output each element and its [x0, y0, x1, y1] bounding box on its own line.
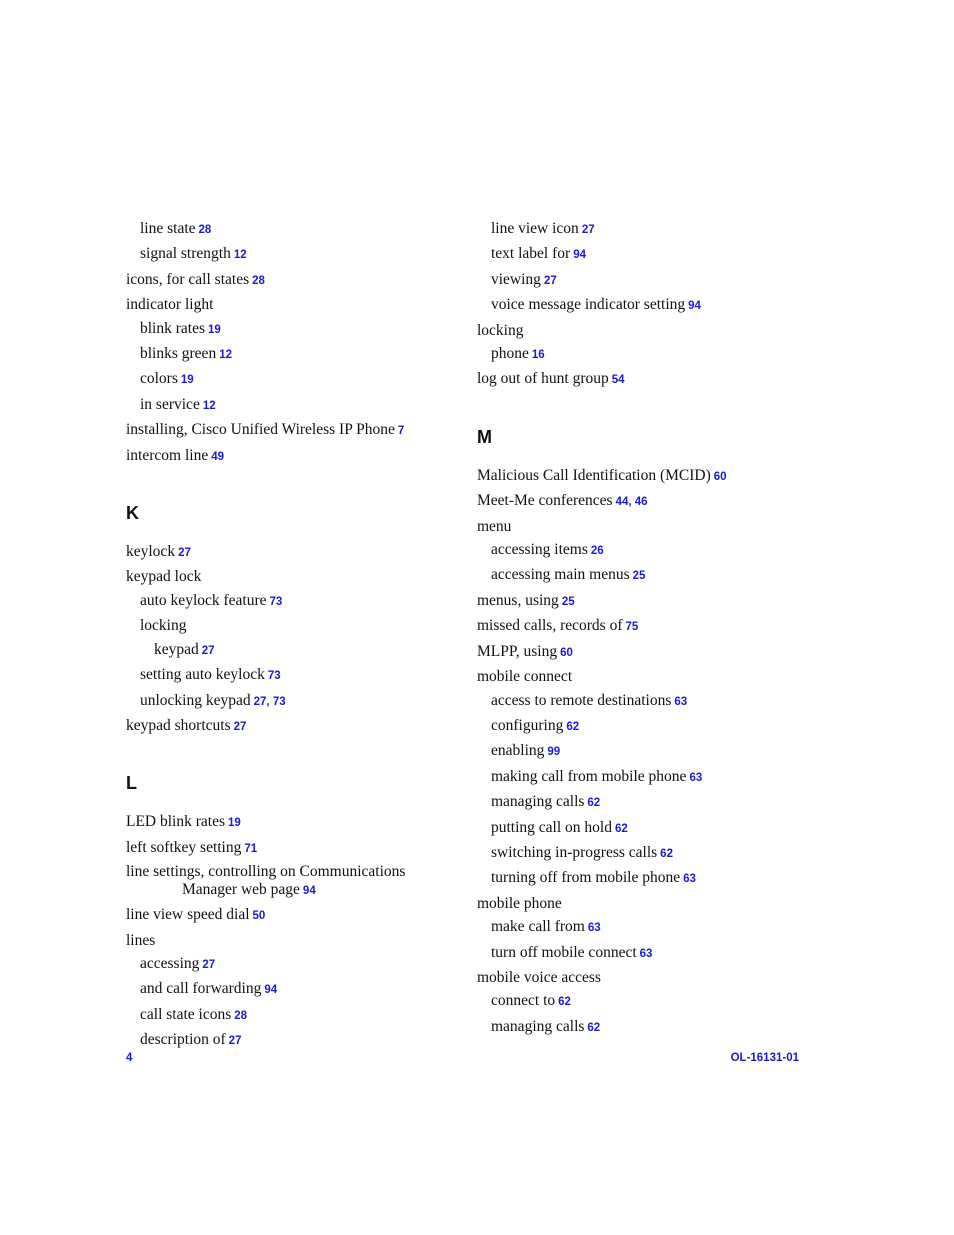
- page-reference-link[interactable]: 27: [581, 224, 595, 236]
- index-entry: [126, 663, 456, 688]
- index-entry: [477, 966, 807, 989]
- page-reference-link[interactable]: 73: [269, 595, 283, 608]
- index-entry: [126, 293, 456, 316]
- index-entry: [126, 810, 456, 835]
- index-entry: [126, 444, 456, 469]
- index-entry-term: menu: [477, 517, 512, 535]
- index-entry: [477, 765, 807, 790]
- index-entry: [477, 915, 807, 940]
- index-entry: [126, 540, 456, 565]
- index-entry: [477, 538, 807, 563]
- index-entry-term: keypad lock: [126, 568, 202, 586]
- page-reference-link[interactable]: 12: [219, 349, 232, 362]
- page-reference-link[interactable]: 25: [561, 595, 575, 608]
- index-entry-term: configuring: [491, 716, 564, 734]
- page-reference-link[interactable]: 62: [566, 720, 580, 733]
- index-entry: [126, 217, 456, 242]
- page-reference-link[interactable]: 62: [558, 996, 571, 1009]
- index-entry: [477, 790, 807, 815]
- index-entry-term: putting call on hold: [491, 818, 612, 836]
- page-reference-link[interactable]: 27: [228, 1035, 242, 1048]
- page-reference-link[interactable]: 44, 46: [615, 496, 648, 509]
- index-entry-term: call state icons: [140, 1005, 232, 1023]
- index-entry: [126, 589, 456, 614]
- index-entry-term: left softkey setting: [126, 838, 242, 856]
- index-entry-term: description of: [140, 1031, 226, 1049]
- page-reference-link[interactable]: 19: [208, 323, 221, 336]
- index-entry: [126, 903, 456, 928]
- index-entry: [126, 418, 456, 443]
- page-reference-link[interactable]: 94: [264, 984, 278, 997]
- index-entry: [477, 464, 807, 489]
- index-entry: [477, 563, 807, 588]
- index-entry-term: MLPP, using: [477, 642, 558, 660]
- index-entry-term: switching in-progress calls: [491, 843, 658, 861]
- index-entry-term: auto keylock feature: [140, 591, 267, 609]
- index-entry-term: keylock: [126, 543, 176, 561]
- index-entry: [477, 319, 807, 342]
- page-reference-link[interactable]: 27: [178, 547, 191, 560]
- index-entry-term: accessing items: [491, 541, 588, 559]
- index-entry-term: text label for: [491, 245, 571, 263]
- index-entry-term: log out of hunt group: [477, 370, 609, 388]
- index-entry-term: make call from: [491, 918, 585, 936]
- page-reference-link[interactable]: 28: [234, 1009, 248, 1022]
- index-entry-term: locking: [477, 321, 524, 339]
- index-column-right: [477, 217, 807, 1040]
- index-entry-term: icons, for call states: [126, 270, 250, 288]
- index-entry-term: and call forwarding: [140, 980, 262, 998]
- page-reference-link[interactable]: 26: [590, 545, 604, 558]
- index-entry-term: mobile phone: [477, 894, 562, 912]
- index-entry-term: intercom line: [126, 446, 209, 464]
- index-entry: [126, 689, 456, 714]
- index-entry-term: unlocking keypad: [140, 691, 251, 709]
- page-reference-link[interactable]: 63: [639, 947, 653, 960]
- index-entry: [477, 1015, 807, 1040]
- index-entry: [126, 614, 456, 637]
- page-reference-link[interactable]: 71: [244, 842, 258, 855]
- page-number: 4: [126, 1052, 133, 1064]
- index-entry-term: in service: [140, 395, 200, 413]
- index-entry: [477, 841, 807, 866]
- index-entry-term: voice message indicator setting: [491, 296, 686, 314]
- index-entry: [477, 367, 807, 392]
- index-entry: [126, 1003, 456, 1028]
- page-reference-link[interactable]: 62: [587, 1021, 601, 1034]
- page-reference-link[interactable]: 28: [198, 224, 212, 236]
- index-entry-term: Malicious Call Identification (MCID): [477, 466, 711, 484]
- index-entry: [126, 836, 456, 861]
- page-reference-link[interactable]: 27: [202, 958, 216, 971]
- index-entry: [477, 342, 807, 367]
- page-reference-link[interactable]: 19: [228, 817, 241, 830]
- index-entry-term: lines: [126, 931, 156, 949]
- page-reference-link[interactable]: 99: [547, 746, 561, 759]
- page-reference-link[interactable]: 73: [267, 670, 281, 683]
- page-reference-link[interactable]: 62: [614, 822, 628, 835]
- index-letter-heading: K: [126, 503, 139, 524]
- index-entry-term: access to remote destinations: [491, 691, 672, 709]
- page-reference-link[interactable]: 63: [674, 695, 688, 708]
- index-entry: [477, 714, 807, 739]
- index-entry: [126, 861, 456, 903]
- page-reference-link[interactable]: 75: [625, 621, 639, 634]
- index-entry: [477, 217, 807, 242]
- page-reference-link[interactable]: 19: [180, 374, 194, 387]
- index-entry: [126, 952, 456, 977]
- index-entry: [477, 866, 807, 891]
- page-reference-link[interactable]: 94: [688, 300, 701, 313]
- index-entry-term: indicator light: [126, 296, 214, 314]
- index-entry-term: signal strength: [140, 245, 231, 263]
- index-entry-term: turning off from mobile phone: [491, 869, 681, 887]
- page-reference-link[interactable]: 7: [397, 425, 405, 438]
- index-entry-term: managing calls: [491, 1017, 585, 1035]
- index-entry-term: accessing main menus: [491, 566, 630, 584]
- index-entry: [477, 892, 807, 915]
- index-entry-term: line view icon: [491, 220, 579, 237]
- index-entry-term: making call from mobile phone: [491, 767, 687, 785]
- page-reference-link[interactable]: 27: [543, 274, 557, 287]
- index-entry-term: mobile connect: [477, 668, 573, 686]
- page-reference-link[interactable]: 60: [560, 646, 573, 659]
- page-reference-link[interactable]: 27, 73: [253, 695, 286, 708]
- index-entry-term: mobile voice access: [477, 968, 601, 986]
- index-entry: [477, 739, 807, 764]
- page-reference-link[interactable]: 63: [587, 922, 601, 935]
- index-letter-heading: M: [477, 426, 492, 447]
- index-entry: [477, 689, 807, 714]
- index-entry: [477, 816, 807, 841]
- index-column-left: [126, 217, 456, 1054]
- index-entry: [477, 941, 807, 966]
- page-reference-link[interactable]: 27: [201, 644, 215, 657]
- index-entry-term: colors: [140, 370, 178, 388]
- page-reference-link[interactable]: 28: [252, 274, 265, 287]
- page-reference-link[interactable]: 27: [233, 720, 247, 733]
- page-reference-link[interactable]: 94: [573, 249, 586, 262]
- index-entry-continuation: [126, 881, 456, 900]
- index-letter-heading: L: [126, 773, 137, 794]
- index-entry: [126, 929, 456, 952]
- index-entry: [126, 565, 456, 588]
- index-entry-term: setting auto keylock: [140, 666, 265, 684]
- index-entry-term: connect to: [491, 992, 556, 1010]
- page-reference-link[interactable]: 49: [211, 450, 225, 463]
- index-entry: [126, 268, 456, 293]
- index-entry: [477, 489, 807, 514]
- index-entry: [477, 614, 807, 639]
- index-entry: [126, 977, 456, 1002]
- index-entry: [477, 589, 807, 614]
- index-entry: [126, 638, 456, 663]
- index-entry-term: missed calls, records of: [477, 617, 623, 635]
- index-entry-term: LED blink rates: [126, 813, 226, 831]
- index-entry: [477, 242, 807, 267]
- page-reference-link[interactable]: 12: [202, 399, 216, 412]
- page-reference-link[interactable]: 60: [713, 470, 727, 483]
- document-id: OL-16131-01: [730, 1052, 799, 1064]
- index-entry: [126, 317, 456, 342]
- index-entry: [477, 989, 807, 1014]
- index-entry-term: menus, using: [477, 591, 559, 609]
- index-entry-term: line settings, controlling on Communications: [126, 863, 406, 881]
- index-entry: [477, 640, 807, 665]
- page-reference-link[interactable]: 12: [233, 249, 247, 262]
- index-entry-term: turn off mobile connect: [491, 943, 637, 961]
- index-entry-term: line state: [140, 220, 196, 237]
- index-entry-term: managing calls: [491, 793, 585, 811]
- index-entry-term: keypad: [154, 640, 199, 658]
- index-entry: [126, 367, 456, 392]
- page-reference-link[interactable]: 62: [660, 847, 673, 860]
- page-reference-link[interactable]: 94: [302, 885, 316, 898]
- index-entry-term: locking: [140, 617, 187, 635]
- index-entry-term: enabling: [491, 742, 545, 760]
- index-entry-continuation-text: Manager web page: [182, 881, 300, 899]
- page-reference-link[interactable]: 25: [632, 570, 646, 583]
- page-reference-link[interactable]: 63: [683, 873, 696, 886]
- index-entry: [126, 714, 456, 739]
- page-reference-link[interactable]: 62: [587, 797, 601, 810]
- index-entry-term: blinks green: [140, 345, 217, 363]
- page-reference-link[interactable]: 16: [531, 349, 545, 362]
- index-entry-term: line view speed dial: [126, 906, 250, 924]
- index-entry: [126, 242, 456, 267]
- index-entry: [477, 665, 807, 688]
- page-reference-link[interactable]: 50: [252, 910, 266, 923]
- index-entry: [477, 293, 807, 318]
- index-entry: [126, 342, 456, 367]
- index-entry: [126, 1028, 456, 1053]
- page-reference-link[interactable]: 63: [689, 771, 703, 784]
- index-entry-term: Meet-Me conferences: [477, 492, 613, 510]
- page-reference-link[interactable]: 54: [611, 374, 625, 387]
- index-entry: [477, 268, 807, 293]
- index-entry-term: phone: [491, 345, 529, 363]
- index-entry: [126, 393, 456, 418]
- index-entry-term: keypad shortcuts: [126, 716, 231, 734]
- index-entry-term: installing, Cisco Unified Wireless IP Phone: [126, 421, 395, 439]
- index-entry-term: viewing: [491, 270, 541, 288]
- index-entry: [477, 515, 807, 538]
- index-entry-term: blink rates: [140, 319, 205, 337]
- index-entry-term: accessing: [140, 954, 200, 972]
